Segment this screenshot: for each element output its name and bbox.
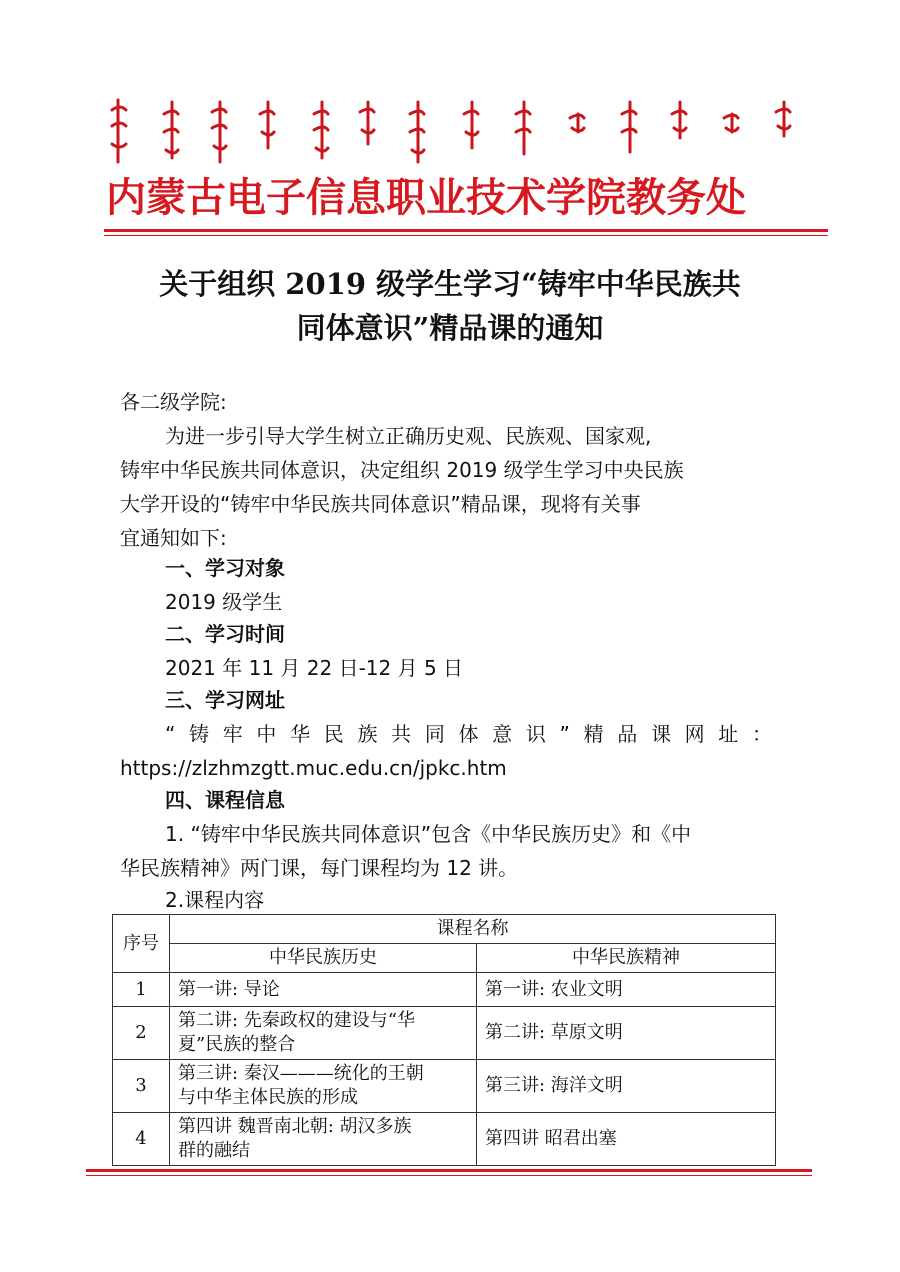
- history-lecture: 第四讲 魏晋南北朝: 胡汉多族 群的融结: [170, 1113, 477, 1166]
- section-3-line: “铸牢中华民族共同体意识”精品课网址：: [165, 722, 780, 746]
- section-4-heading: 四、课程信息: [165, 788, 285, 812]
- spirit-lecture: 第二讲: 草原文明: [477, 1007, 776, 1060]
- header-history-course: 中华民族历史: [170, 944, 477, 973]
- history-lecture: 第一讲: 导论: [170, 973, 477, 1007]
- history-lecture: 第二讲: 先秦政权的建设与“华 夏”民族的整合: [170, 1007, 477, 1060]
- organization-name: 内蒙古电子信息职业技术学院教务处: [106, 174, 746, 221]
- notice-title-line1: 关于组织 2019 级学生学习“铸牢中华民族共: [159, 267, 741, 301]
- section-4-item2: 2.课程内容: [165, 888, 265, 912]
- row-number: 3: [113, 1060, 170, 1113]
- header-spirit-course: 中华民族精神: [477, 944, 776, 973]
- notice-title-line2: 同体意识”精品课的通知: [296, 311, 604, 345]
- intro-line-2: 铸牢中华民族共同体意识，决定组织 2019 级学生学习中央民族: [120, 458, 684, 482]
- history-lecture: 第三讲: 秦汉———统化的王朝 与中华主体民族的形成: [170, 1060, 477, 1113]
- row-number: 4: [113, 1113, 170, 1166]
- section-3-heading: 三、学习网址: [165, 688, 285, 712]
- mongolian-script-header: [100, 92, 800, 168]
- spirit-lecture: 第三讲: 海洋文明: [477, 1060, 776, 1113]
- table-row: [113, 1113, 776, 1166]
- table-row: [113, 1060, 776, 1113]
- mongolian-text: ᠥᠪᠦᠷ ᠮᠣᠩᠭᠣᠯ ᠤᠨ ᠴᠠᠬᠢᠯᠭᠠᠨ ᠮᠡᠳᠡᠭᠡᠯᠡᠯ ᠦᠨ ᠮᠡᠷᠭᠡᠵᠢᠯ ᠤᠨ ᠲᠧᠬᠨᠢᠻ ᠤᠨ ᠳᠡᠭᠡᠳᠦ ᠰᠤᠷᠭᠠᠭᠤᠯᠢ: [100, 92, 136, 93]
- header-serial-number: 序号: [113, 915, 170, 973]
- section-2-heading: 二、学习时间: [165, 622, 285, 646]
- section-1-heading: 一、学习对象: [165, 556, 285, 580]
- footer-divider-thin: [86, 1175, 812, 1176]
- section-4-item1-line1: 1. “铸牢中华民族共同体意识”包含《中华民族历史》和《中: [165, 822, 692, 846]
- table-row: [113, 973, 776, 1007]
- notice-title: [110, 262, 790, 350]
- salutation: 各二级学院:: [120, 390, 227, 414]
- spirit-lecture: 第四讲 昭君出塞: [477, 1113, 776, 1166]
- section-4-item1-line2: 华民族精神》两门课，每门课程均为 12 讲。: [120, 856, 519, 880]
- intro-line-1: 为进一步引导大学生树立正确历史观、民族观、国家观,: [165, 424, 652, 448]
- table-row: [113, 1007, 776, 1060]
- section-2-content: 2021 年 11 月 22 日-12 月 5 日: [165, 656, 464, 680]
- row-number: 1: [113, 973, 170, 1007]
- course-url-link[interactable]: https://zlzhmzgtt.muc.edu.cn/jpkc.htm: [120, 756, 507, 780]
- row-number: 2: [113, 1007, 170, 1060]
- course-table: [112, 914, 776, 1166]
- intro-line-3: 大学开设的“铸牢中华民族共同体意识”精品课，现将有关事: [120, 492, 641, 516]
- header-divider-thin: [104, 235, 828, 236]
- spirit-lecture: 第一讲: 农业文明: [477, 973, 776, 1007]
- header-course-name: 课程名称: [170, 915, 776, 944]
- header-divider-thick: [104, 229, 828, 232]
- footer-divider-thick: [86, 1169, 812, 1172]
- intro-line-4: 宜通知如下:: [120, 526, 227, 550]
- section-1-content: 2019 级学生: [165, 590, 283, 614]
